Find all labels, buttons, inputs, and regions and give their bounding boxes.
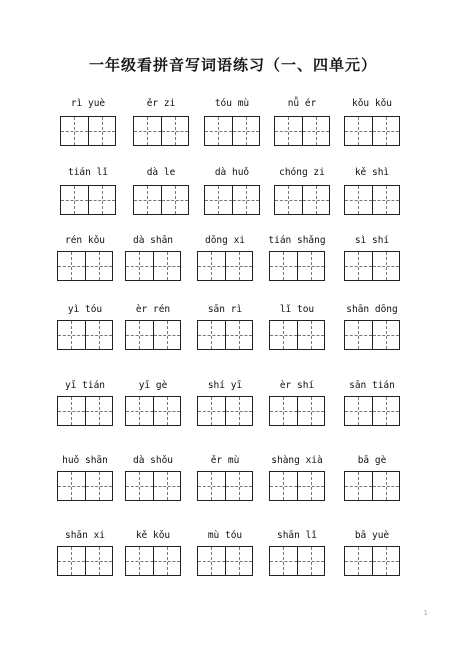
tian-zi-cell[interactable] [372, 252, 400, 280]
tian-zi-cell[interactable] [372, 117, 400, 145]
tian-zi-cell[interactable] [297, 472, 325, 500]
tian-zi-cell[interactable] [198, 547, 225, 575]
writing-grid[interactable] [274, 185, 330, 215]
writing-grid[interactable] [197, 471, 253, 501]
tian-zi-cell[interactable] [275, 117, 302, 145]
pinyin-label: shí yī [207, 380, 243, 391]
tian-zi-cell[interactable] [297, 547, 325, 575]
tian-zi-cell[interactable] [58, 547, 85, 575]
tian-zi-cell[interactable] [372, 397, 400, 425]
pinyin-label: èr rén [135, 304, 171, 315]
pinyin-label: kě kǒu [135, 530, 171, 541]
writing-grid[interactable] [344, 320, 400, 350]
tian-zi-cell[interactable] [153, 472, 181, 500]
writing-grid[interactable] [204, 116, 260, 146]
exercise-row [0, 304, 466, 364]
pinyin-label: yī gè [138, 380, 168, 391]
tian-zi-cell[interactable] [225, 252, 253, 280]
pinyin-label: shān dōng [346, 304, 398, 315]
writing-grid[interactable] [344, 546, 400, 576]
writing-grid[interactable] [344, 396, 400, 426]
writing-grid[interactable] [344, 471, 400, 501]
writing-grid[interactable] [344, 251, 400, 281]
tian-zi-cell[interactable] [88, 117, 116, 145]
writing-grid[interactable] [125, 251, 181, 281]
writing-grid[interactable] [197, 320, 253, 350]
tian-zi-cell[interactable] [161, 117, 189, 145]
tian-zi-cell[interactable] [198, 472, 225, 500]
pinyin-label: sān tián [349, 380, 395, 391]
tian-zi-cell[interactable] [232, 117, 260, 145]
writing-grid[interactable] [344, 116, 400, 146]
pinyin-label: dà shǒu [132, 455, 174, 466]
tian-zi-cell[interactable] [372, 321, 400, 349]
tian-zi-cell[interactable] [126, 547, 153, 575]
writing-grid[interactable] [197, 396, 253, 426]
tian-zi-cell[interactable] [345, 472, 372, 500]
worksheet-title: 一年级看拼音写词语练习（一、四单元） [88, 56, 377, 74]
pinyin-label: dà le [146, 167, 176, 178]
exercise-row [0, 455, 466, 515]
tian-zi-cell[interactable] [270, 472, 297, 500]
writing-grid[interactable] [269, 320, 325, 350]
tian-zi-cell[interactable] [205, 117, 232, 145]
tian-zi-cell[interactable] [297, 321, 325, 349]
writing-grid[interactable] [269, 546, 325, 576]
pinyin-label: ěr zi [146, 98, 176, 109]
pinyin-label: ěr mù [210, 455, 240, 466]
tian-zi-cell[interactable] [198, 252, 225, 280]
writing-grid[interactable] [57, 320, 113, 350]
writing-grid[interactable] [197, 251, 253, 281]
tian-zi-cell[interactable] [85, 321, 113, 349]
pinyin-label: tián shǎng [268, 235, 326, 246]
writing-grid[interactable] [269, 396, 325, 426]
tian-zi-cell[interactable] [85, 397, 113, 425]
tian-zi-cell[interactable] [58, 397, 85, 425]
exercise-row [0, 98, 466, 158]
tian-zi-cell[interactable] [297, 252, 325, 280]
pinyin-label: chóng zi [279, 167, 325, 178]
tian-zi-cell[interactable] [85, 547, 113, 575]
tian-zi-cell[interactable] [225, 547, 253, 575]
pinyin-label: sān rì [207, 304, 243, 315]
pinyin-label: yì tóu [67, 304, 103, 315]
pinyin-label: tóu mù [214, 98, 250, 109]
writing-grid[interactable] [125, 471, 181, 501]
tian-zi-cell[interactable] [297, 397, 325, 425]
writing-grid[interactable] [60, 116, 116, 146]
tian-zi-cell[interactable] [153, 547, 181, 575]
pinyin-label: kě shì [354, 167, 390, 178]
pinyin-label: rì yuè [70, 98, 106, 109]
tian-zi-cell[interactable] [302, 186, 330, 214]
tian-zi-cell[interactable] [126, 321, 153, 349]
writing-grid[interactable] [197, 546, 253, 576]
tian-zi-cell[interactable] [205, 186, 232, 214]
tian-zi-cell[interactable] [88, 186, 116, 214]
writing-grid[interactable] [133, 185, 189, 215]
tian-zi-cell[interactable] [58, 472, 85, 500]
exercise-row [0, 530, 466, 590]
exercise-row [0, 380, 466, 440]
pinyin-label: huǒ shān [62, 455, 108, 466]
pinyin-label: shàng xià [271, 455, 323, 466]
tian-zi-cell[interactable] [345, 252, 372, 280]
pinyin-label: yī tián [64, 380, 106, 391]
tian-zi-cell[interactable] [85, 252, 113, 280]
tian-zi-cell[interactable] [134, 186, 161, 214]
tian-zi-cell[interactable] [270, 397, 297, 425]
pinyin-label: kǒu kǒu [351, 98, 393, 109]
pinyin-label: dōng xi [204, 235, 246, 246]
tian-zi-cell[interactable] [275, 186, 302, 214]
pinyin-label: sì shí [354, 235, 390, 246]
exercise-row [0, 235, 466, 295]
pinyin-label: nǚ ér [287, 98, 317, 109]
tian-zi-cell[interactable] [161, 186, 189, 214]
writing-grid[interactable] [344, 185, 400, 215]
tian-zi-cell[interactable] [134, 117, 161, 145]
writing-grid[interactable] [60, 185, 116, 215]
writing-grid[interactable] [57, 546, 113, 576]
tian-zi-cell[interactable] [232, 186, 260, 214]
tian-zi-cell[interactable] [153, 252, 181, 280]
page-number: 1 [423, 609, 428, 617]
pinyin-label: shān xi [64, 530, 106, 541]
pinyin-label: tián lǐ [67, 167, 109, 178]
tian-zi-cell[interactable] [372, 472, 400, 500]
tian-zi-cell[interactable] [198, 321, 225, 349]
tian-zi-cell[interactable] [61, 117, 88, 145]
writing-grid[interactable] [57, 251, 113, 281]
tian-zi-cell[interactable] [345, 117, 372, 145]
exercise-row [0, 167, 466, 227]
tian-zi-cell[interactable] [225, 472, 253, 500]
pinyin-label: dà huǒ [214, 167, 250, 178]
tian-zi-cell[interactable] [126, 252, 153, 280]
tian-zi-cell[interactable] [126, 472, 153, 500]
writing-grid[interactable] [125, 320, 181, 350]
tian-zi-cell[interactable] [270, 252, 297, 280]
tian-zi-cell[interactable] [153, 321, 181, 349]
tian-zi-cell[interactable] [153, 397, 181, 425]
tian-zi-cell[interactable] [61, 186, 88, 214]
writing-grid[interactable] [133, 116, 189, 146]
tian-zi-cell[interactable] [270, 547, 297, 575]
writing-grid[interactable] [204, 185, 260, 215]
tian-zi-cell[interactable] [345, 186, 372, 214]
tian-zi-cell[interactable] [198, 397, 225, 425]
writing-grid[interactable] [57, 471, 113, 501]
tian-zi-cell[interactable] [372, 547, 400, 575]
pinyin-label: lǐ tou [279, 304, 315, 315]
writing-grid[interactable] [57, 396, 113, 426]
tian-zi-cell[interactable] [345, 397, 372, 425]
pinyin-label: rén kǒu [64, 235, 106, 246]
pinyin-label: bā yuè [354, 530, 390, 541]
tian-zi-cell[interactable] [225, 397, 253, 425]
pinyin-label: bā gè [357, 455, 387, 466]
tian-zi-cell[interactable] [270, 321, 297, 349]
pinyin-label: mù tóu [207, 530, 243, 541]
tian-zi-cell[interactable] [302, 117, 330, 145]
writing-grid[interactable] [125, 546, 181, 576]
tian-zi-cell[interactable] [126, 397, 153, 425]
pinyin-label: èr shí [279, 380, 315, 391]
pinyin-label: dà shān [132, 235, 174, 246]
tian-zi-cell[interactable] [372, 186, 400, 214]
tian-zi-cell[interactable] [58, 321, 85, 349]
tian-zi-cell[interactable] [345, 547, 372, 575]
tian-zi-cell[interactable] [58, 252, 85, 280]
tian-zi-cell[interactable] [85, 472, 113, 500]
writing-grid[interactable] [269, 251, 325, 281]
tian-zi-cell[interactable] [225, 321, 253, 349]
tian-zi-cell[interactable] [345, 321, 372, 349]
writing-grid[interactable] [269, 471, 325, 501]
writing-grid[interactable] [125, 396, 181, 426]
pinyin-label: shān lǐ [276, 530, 318, 541]
writing-grid[interactable] [274, 116, 330, 146]
